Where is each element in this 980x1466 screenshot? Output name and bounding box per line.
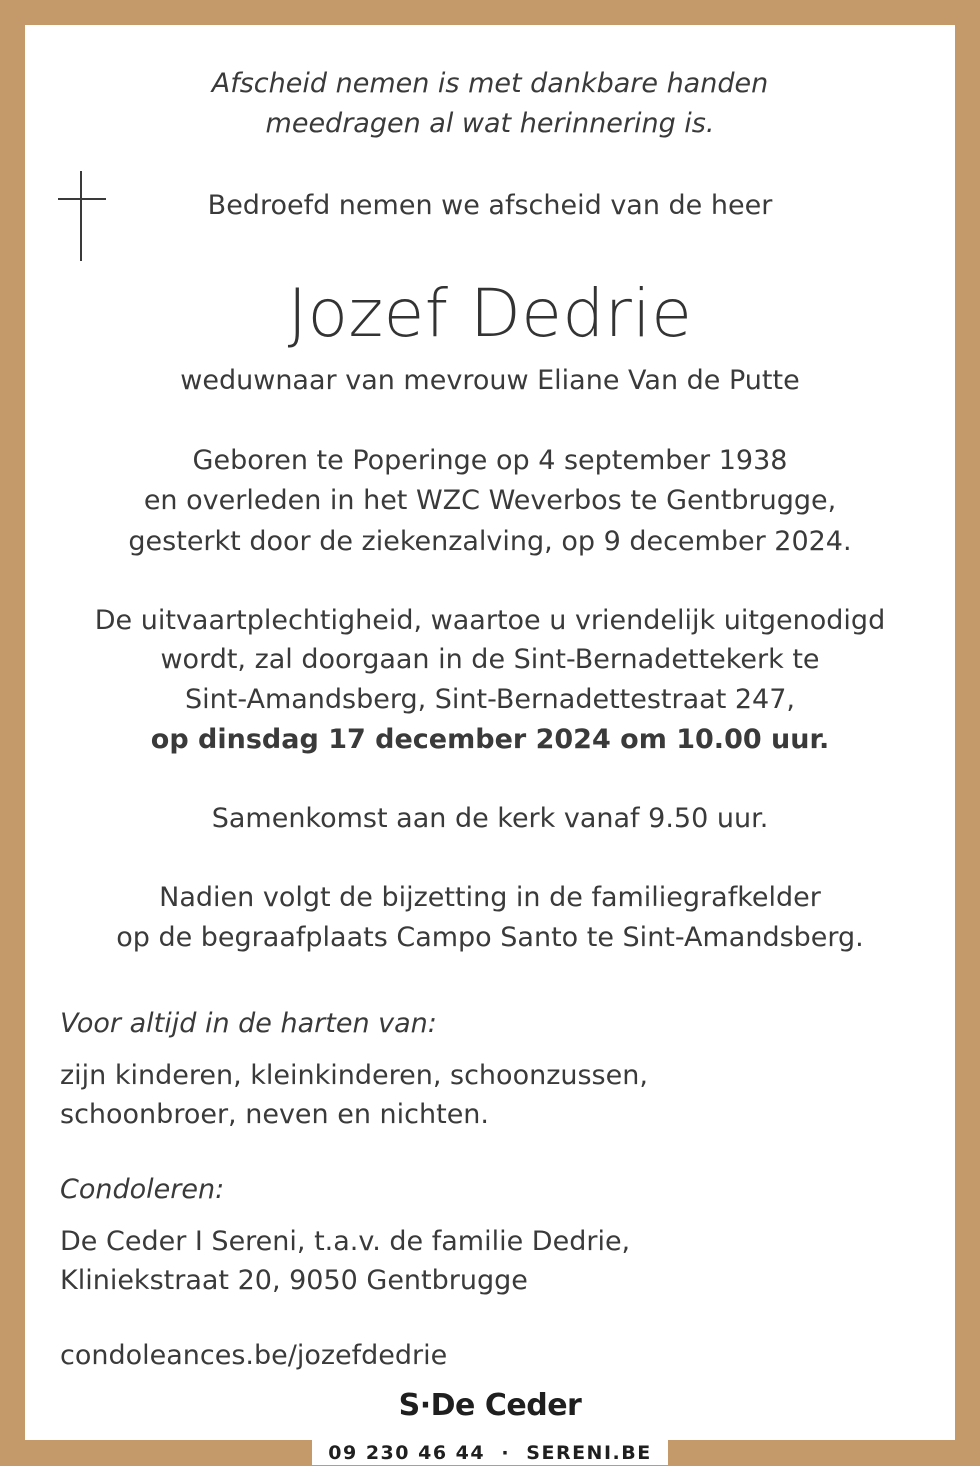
remembered-line-1: zijn kinderen, kleinkinderen, schoonzussen, — [60, 1060, 648, 1091]
ceremony-line-2: wordt, zal doorgaan in de Sint-Bernadettekerk te — [160, 644, 820, 675]
condolences-url[interactable]: condoleances.be/jozefdedrie — [60, 1340, 448, 1371]
remembered-line-2: schoonbroer, neven en nichten. — [60, 1099, 489, 1130]
deceased-name: Jozef Dedrie — [287, 275, 693, 352]
condolences-heading: Condoleren: — [60, 1174, 225, 1205]
birth-line-1: Geboren te Poperinge op 4 september 1938 — [192, 445, 788, 476]
de-ceder-logo: S·De Ceder — [398, 1388, 582, 1423]
condolences-address-2: Kliniekstraat 20, 9050 Gentbrugge — [60, 1265, 528, 1296]
ceremony-line-3: Sint-Amandsberg, Sint-Bernadettestraat 247, — [184, 684, 795, 715]
ceremony-datetime: op dinsdag 17 december 2024 om 10.00 uur. — [150, 724, 830, 755]
burial-line-2: op de begraafplaats Campo Santo te Sint-Amandsberg. — [116, 922, 864, 953]
ceremony-line-1: De uitvaartplechtigheid, waartoe u vriendelijk uitgenodigd — [94, 605, 886, 636]
remembered-heading: Voor altijd in de harten van: — [60, 1008, 437, 1039]
condolences-address-1: De Ceder I Sereni, t.a.v. de familie Dedrie, — [60, 1226, 631, 1257]
intro-line-1: Afscheid nemen is met dankbare handen — [211, 68, 769, 99]
gathering-line: Samenkomst aan de kerk vanaf 9.50 uur. — [211, 803, 769, 834]
spouse-line: weduwnaar van mevrouw Eliane Van de Putte — [180, 365, 800, 396]
intro-line-2: meedragen al wat herinnering is. — [265, 108, 715, 139]
birth-line-2: en overleden in het WZC Weverbos te Gentbrugge, — [143, 485, 837, 516]
announcement: Bedroefd nemen we afscheid van de heer — [207, 190, 773, 221]
burial-line-1: Nadien volgt de bijzetting in de familiegrafkelder — [159, 882, 821, 913]
footer-contact: 09 230 46 44 · SERENI.BE — [312, 1440, 668, 1465]
birth-line-3: gesterkt door de ziekenzalving, op 9 december 2024. — [128, 526, 852, 557]
